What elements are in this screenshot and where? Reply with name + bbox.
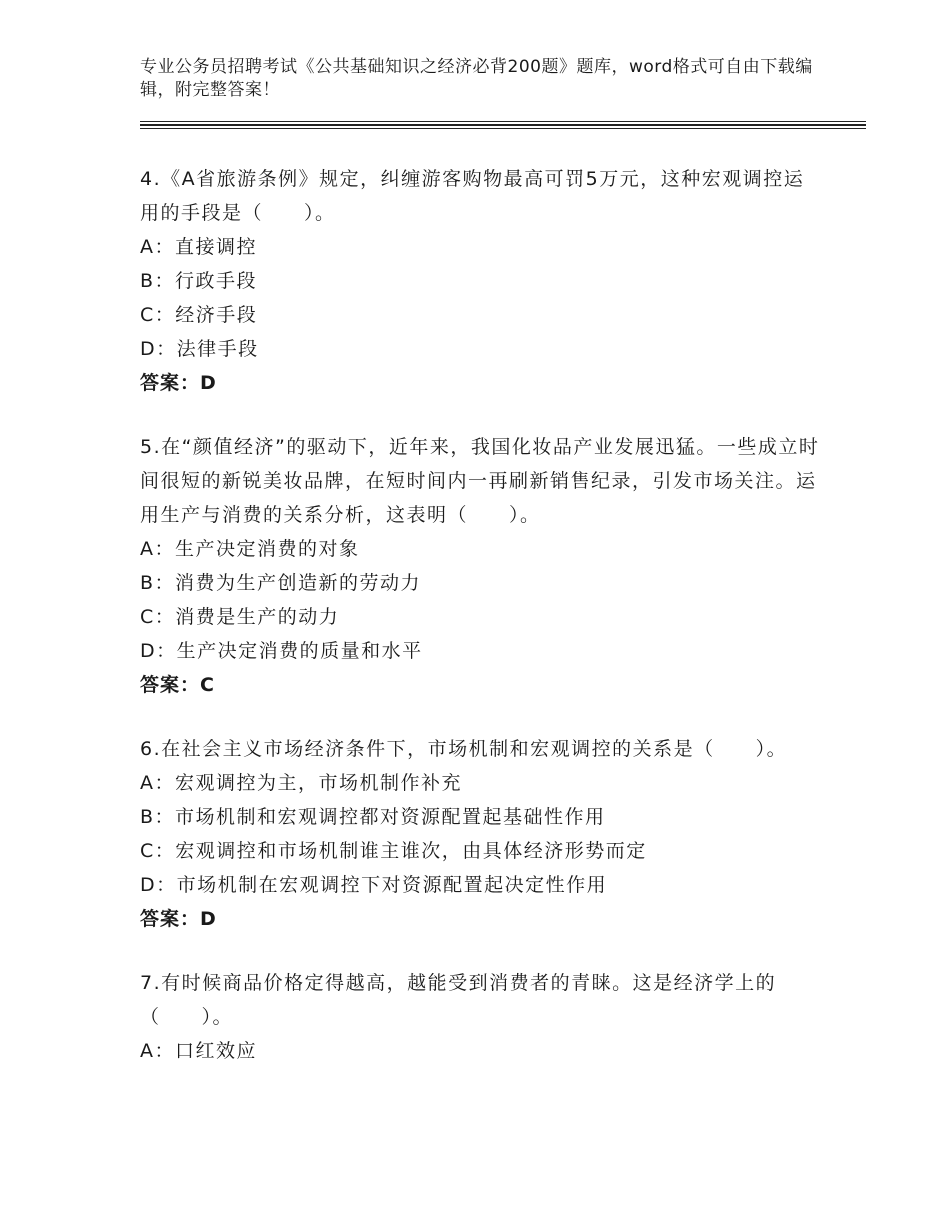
question-stem: 6.在社会主义市场经济条件下，市场机制和宏观调控的关系是（ ）。 [140, 738, 788, 760]
option-a: A：生产决定消费的对象 [140, 538, 360, 560]
answer: 答案：D [140, 372, 217, 394]
option-a: A：直接调控 [140, 236, 257, 258]
question-stem: 4.《A省旅游条例》规定，纠缠游客购物最高可罚5万元，这种宏观调控运用的手段是（ ）。 [140, 168, 805, 224]
question-7 [140, 966, 820, 1068]
option-b: B：消费为生产创造新的劳动力 [140, 572, 422, 594]
option-b: B：市场机制和宏观调控都对资源配置起基础性作用 [140, 806, 606, 828]
option-d: D：市场机制在宏观调控下对资源配置起决定性作用 [140, 874, 608, 896]
header-rule-middle [140, 124, 866, 126]
question-4 [140, 162, 820, 400]
option-d: D：生产决定消费的质量和水平 [140, 640, 423, 662]
question-stem: 7.有时候商品价格定得越高，越能受到消费者的青睐。这是经济学上的（ ）。 [140, 972, 777, 1028]
question-stem: 5.在“颜值经济”的驱动下，近年来，我国化妆品产业发展迅猛。一些成立时间很短的新锐美妆品牌，在短时间内一再刷新销售纪录，引发市场关注。运用生产与消费的关系分析，这表明（ ）。 [140, 436, 820, 526]
option-c: C：消费是生产的动力 [140, 606, 340, 628]
question-5 [140, 430, 820, 702]
header-rule-top [140, 121, 866, 122]
option-c: C：经济手段 [140, 304, 258, 326]
option-d: D：法律手段 [140, 338, 259, 360]
option-a: A：口红效应 [140, 1040, 257, 1062]
answer: 答案：C [140, 674, 215, 696]
option-a: A：宏观调控为主，市场机制作补充 [140, 772, 462, 794]
answer: 答案：D [140, 908, 217, 930]
option-b: B：行政手段 [140, 270, 258, 292]
option-c: C：宏观调控和市场机制谁主谁次，由具体经济形势而定 [140, 840, 647, 862]
question-6 [140, 732, 820, 936]
document-header: 专业公务员招聘考试《公共基础知识之经济必背200题》题库，word格式可自由下载编辑，附完整答案！ [140, 57, 813, 100]
question-list [140, 162, 820, 1098]
header-rule-bottom [140, 128, 866, 129]
